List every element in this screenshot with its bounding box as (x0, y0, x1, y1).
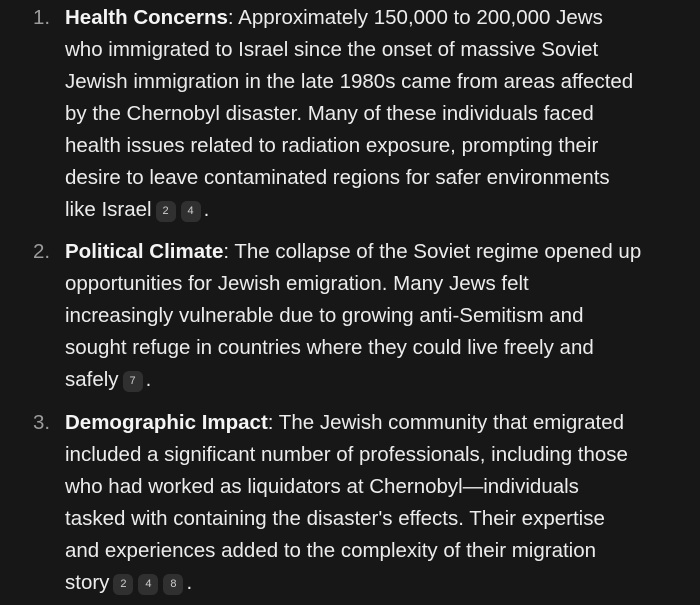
citation-badge[interactable]: 4 (138, 574, 158, 595)
sentence-end: . (186, 571, 193, 594)
list-number: 3. (33, 411, 51, 434)
item-text-line: sought refuge in countries where they could live freely and (65, 336, 594, 359)
citation-badge[interactable]: 7 (123, 371, 143, 392)
list-number: 2. (33, 240, 51, 263)
citation-badge[interactable]: 2 (156, 201, 176, 222)
item-text-line: story (65, 571, 110, 594)
item-text-line: health issues related to radiation exposure, prompting their (65, 134, 599, 157)
item-text-line: : The collapse of the Soviet regime opened up (223, 240, 642, 263)
item-text-line: who immigrated to Israel since the onset of massive Soviet (65, 38, 599, 61)
citation-badge[interactable]: 4 (181, 201, 201, 222)
item-text-line: included a significant number of professionals, including those (65, 443, 628, 466)
item-text-line: : Approximately 150,000 to 200,000 Jews (227, 6, 603, 29)
item-text-line: like Israel (65, 198, 152, 221)
list-item-text (65, 2, 695, 226)
sentence-end: . (145, 368, 152, 391)
item-text-line: by the Chernobyl disaster. Many of these individuals faced (65, 102, 594, 125)
list-item-text (65, 407, 695, 599)
list-item-text (65, 236, 695, 396)
item-text-line: increasingly vulnerable due to growing anti-Semitism and (65, 304, 584, 327)
item-text-line: and experiences added to the complexity of their migration (65, 539, 597, 562)
item-text-line: Jewish immigration in the late 1980s came from areas affected (65, 70, 634, 93)
item-text-line: safely (65, 368, 119, 391)
list-number: 1. (33, 6, 51, 29)
item-text-line: : The Jewish community that emigrated (267, 411, 625, 434)
item-title: Political Climate (65, 240, 224, 263)
item-text-line: who had worked as liquidators at Chernobyl—individuals (65, 475, 579, 498)
item-title: Demographic Impact (65, 411, 268, 434)
sentence-end: . (203, 198, 210, 221)
item-title: Health Concerns (65, 6, 228, 29)
item-text-line: tasked with containing the disaster's effects. Their expertise (65, 507, 605, 530)
citation-badge[interactable]: 8 (163, 574, 183, 595)
item-text-line: opportunities for Jewish emigration. Many Jews felt (65, 272, 529, 295)
item-text-line: desire to leave contaminated regions for safer environments (65, 166, 610, 189)
citation-badge[interactable]: 2 (113, 574, 133, 595)
